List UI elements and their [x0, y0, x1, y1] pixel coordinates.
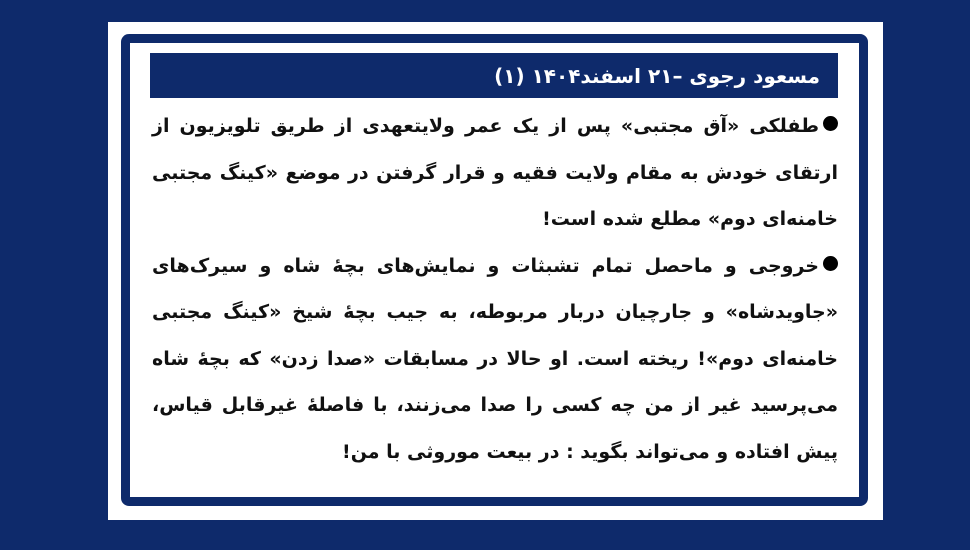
- title-bar: [150, 53, 838, 98]
- paragraph-1: [152, 103, 838, 243]
- paragraph-1-text: طفلکی «آق مجتبی» پس از یک عمر ولایتعهدی از طریق تلویزیون از ارتقای خودش به مقام ولایت فقیه و قرار گرفتن در موضع «کینگ مجتبی خامنه‌ای دوم» مطلع شده است!: [152, 115, 838, 230]
- bullet-icon: [823, 116, 838, 131]
- statement-body: [152, 103, 838, 475]
- bullet-icon: [823, 256, 838, 271]
- page-title: مسعود رجوی –۲۱ اسفند۱۴۰۴ (۱): [494, 63, 820, 88]
- paragraph-2-text: خروجی و ماحصل تمام تشبثات و نمایش‌های بچهٔ شاه و سیرک‌های «جاویدشاه» و جارچیان دربار مربوطه، به جیب بچهٔ شیخ «کینگ مجتبی خامنه‌ای دوم»! ریخته است. او حالا در مسابقات «صدا زدن» که بچهٔ شاه می‌پرسید غیر از من چه کسی را صدا می‌زنند، با فاصلهٔ غیرقابل قیاس، پیش افتاده و می‌تواند بگوید : در بیعت موروثی با من!: [152, 254, 838, 463]
- paragraph-2: [152, 243, 838, 476]
